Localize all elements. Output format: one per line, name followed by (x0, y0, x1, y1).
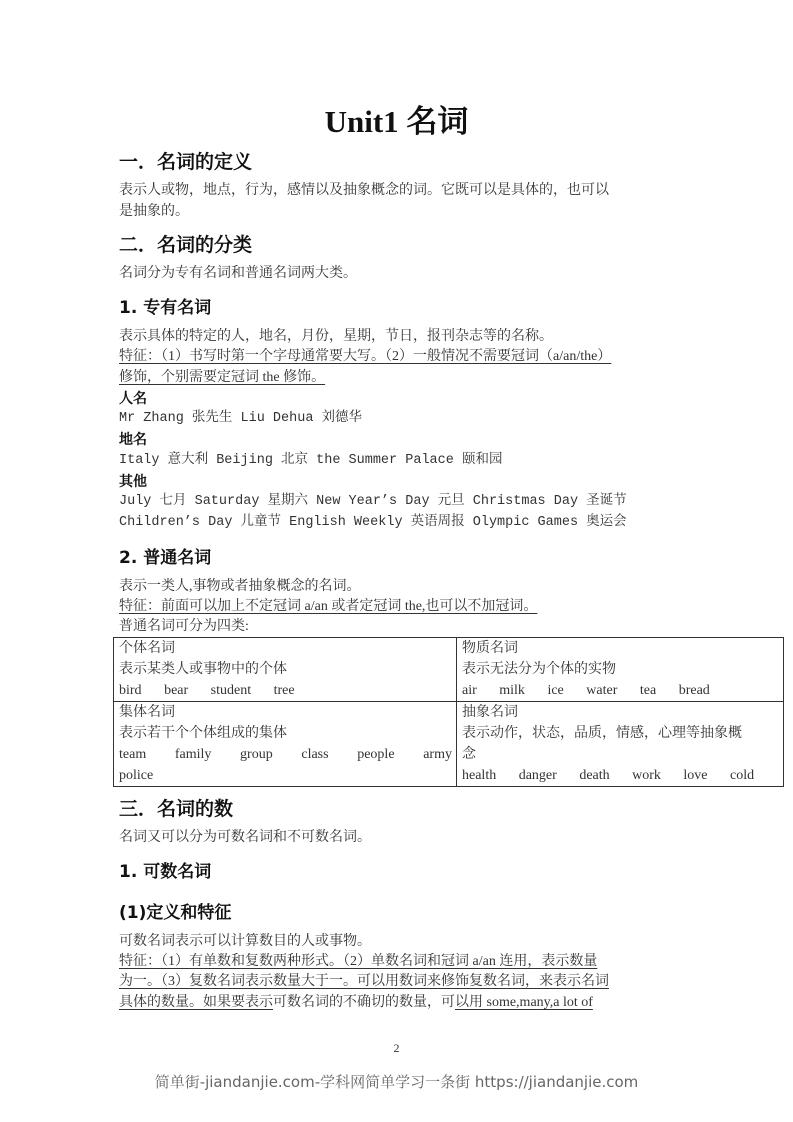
countable-feature-line1: 特征：（1）有单数和复数两种形式。（2）单数名词和冠词 a/an 连用，表示数量 (119, 954, 598, 969)
feature-line3-part-c: 以用 some,many,a lot of (455, 995, 593, 1010)
footer-watermark: 简单街-jiandanjie.com-学科网简单学习一条街 https://jiandanjie.com (154, 1073, 639, 1091)
examples-others-line1: July 七月 Saturday 星期六 New Year’s Day 元旦 Christmas Day 圣诞节 (119, 494, 627, 509)
section-heading-number: 三．名词的数 (119, 798, 234, 820)
group-label-place-names: 地名 (119, 432, 147, 448)
subheading-countable-nouns: 1. 可数名词 (119, 862, 212, 882)
countable-text: 可数名词表示可以计算数目的人或事物。 (119, 934, 371, 949)
table-cell-material-nouns (457, 638, 784, 702)
page-title: Unit1 名词 (324, 104, 469, 139)
feature-line3-part-b: 可数名词的不确切的数量，可 (273, 995, 455, 1010)
countable-feature-line2: 为一。（3）复数名词表示数量大于一。可以用数词来修饰复数名词，来表示名词 (119, 974, 609, 989)
cell-examples-line2: police (119, 768, 154, 783)
subheading-definition-features: (1)定义和特征 (119, 903, 232, 923)
cell-examples: air milk ice water tea bread (462, 683, 710, 698)
cell-title: 集体名词 (119, 705, 175, 720)
cell-description: 表示某类人或事物中的个体 (119, 662, 287, 677)
proper-nouns-feature-line2: 修饰，个别需要定冠词 the 修饰。 (119, 370, 326, 385)
common-nouns-feature: 特征：前面可以加上不定冠词 a/an 或者定冠词 the,也可以不加冠词。 (119, 599, 538, 614)
common-nouns-table-intro: 普通名词可分为四类: (119, 619, 249, 634)
section-heading-definition: 一．名词的定义 (119, 151, 253, 173)
countable-feature-line3 (119, 992, 593, 1013)
classification-intro: 名词分为专有名词和普通名词两大类。 (119, 266, 357, 281)
cell-description: 表示若干个个体组成的集体 (119, 726, 287, 741)
examples-place-names: Italy 意大利 Beijing 北京 the Summer Palace 颐和园 (119, 453, 503, 468)
table-row (114, 638, 784, 702)
definition-text-line1: 表示人或物，地点，行为，感情以及抽象概念的词。它既可以是具体的，也可以 (119, 183, 609, 198)
page-number: 2 (393, 1041, 400, 1055)
group-label-others: 其他 (119, 474, 147, 490)
examples-others-line2: Children’s Day 儿童节 English Weekly 英语周报 Olympic Games 奥运会 (119, 515, 627, 530)
cell-examples: team family group class people army (119, 747, 452, 762)
feature-line3-part-a: 具体的数量。如果要表示 (119, 995, 273, 1010)
section-heading-classification: 二．名词的分类 (119, 234, 253, 256)
cell-examples: health danger death work love cold (462, 768, 755, 783)
cell-title: 物质名词 (462, 641, 518, 656)
number-intro: 名词又可以分为可数名词和不可数名词。 (119, 830, 371, 845)
cell-title: 抽象名词 (462, 705, 518, 720)
table-cell-collective-nouns (114, 702, 457, 787)
table-cell-abstract-nouns (457, 702, 784, 787)
subheading-proper-nouns: 1. 专有名词 (119, 298, 212, 318)
cell-description-line2: 念 (462, 747, 476, 762)
proper-nouns-feature-line1: 特征：（1）书写时第一个字母通常要大写。（2）一般情况不需要冠词（a/an/the） (119, 349, 612, 364)
examples-person-names: Mr Zhang 张先生 Liu Dehua 刘德华 (119, 411, 363, 426)
proper-nouns-text: 表示具体的特定的人，地名，月份，星期，节日，报刊杂志等的名称。 (119, 329, 553, 344)
cell-examples: bird bear student tree (119, 683, 295, 698)
cell-title: 个体名词 (119, 641, 175, 656)
common-noun-types-table (113, 637, 784, 787)
table-cell-individual-nouns (114, 638, 457, 702)
cell-description: 表示无法分为个体的实物 (462, 662, 616, 677)
subheading-common-nouns: 2. 普通名词 (119, 548, 212, 568)
definition-text-line2: 是抽象的。 (119, 204, 189, 219)
common-nouns-text: 表示一类人,事物或者抽象概念的名词。 (119, 579, 361, 594)
table-row (114, 702, 784, 787)
cell-description: 表示动作，状态，品质，情感，心理等抽象概 (462, 726, 742, 741)
group-label-person-names: 人名 (119, 391, 147, 407)
